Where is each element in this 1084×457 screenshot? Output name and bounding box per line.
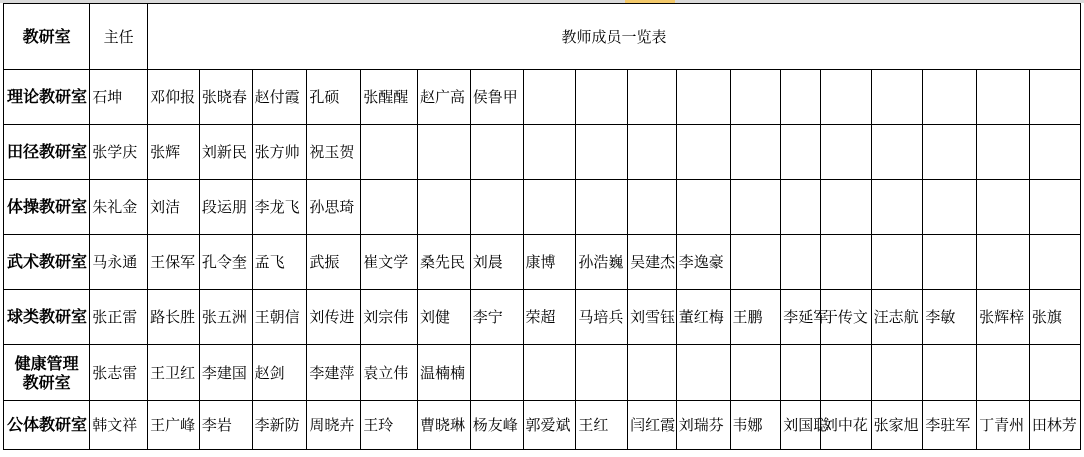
member-cell[interactable]: [361, 125, 418, 180]
member-cell[interactable]: [730, 235, 781, 290]
table-row: [4, 401, 1081, 450]
member-cell[interactable]: 于传文: [820, 290, 871, 345]
member-cell[interactable]: [923, 180, 977, 235]
member-cell[interactable]: 路长胜: [148, 290, 200, 345]
head-cell[interactable]: 朱礼金: [90, 180, 148, 235]
member-cell[interactable]: 刘宗伟: [361, 290, 418, 345]
table-row: [4, 125, 1081, 180]
member-cell[interactable]: 张家旭: [871, 401, 923, 450]
table-row: [4, 180, 1081, 235]
member-cell[interactable]: [730, 70, 781, 125]
member-cell[interactable]: [871, 125, 923, 180]
member-cell[interactable]: [1029, 345, 1080, 401]
member-cell[interactable]: 李岩: [199, 401, 252, 450]
member-cell[interactable]: [676, 180, 730, 235]
member-cell[interactable]: [871, 180, 923, 235]
member-cell[interactable]: [820, 235, 871, 290]
member-cell[interactable]: [820, 125, 871, 180]
member-cell[interactable]: 刘瑞芬: [676, 401, 730, 450]
member-cell[interactable]: [576, 70, 628, 125]
member-cell[interactable]: [523, 180, 576, 235]
member-cell[interactable]: 祝玉贺: [307, 125, 361, 180]
member-cell[interactable]: [470, 125, 523, 180]
head-cell[interactable]: 张志雷: [90, 345, 148, 401]
member-cell[interactable]: [628, 70, 677, 125]
member-cell[interactable]: 王保军: [148, 235, 200, 290]
member-cell[interactable]: 郭爱斌: [523, 401, 576, 450]
member-cell[interactable]: 王广峰: [148, 401, 200, 450]
member-cell[interactable]: [730, 345, 781, 401]
member-cell[interactable]: [1029, 180, 1080, 235]
member-cell[interactable]: [1029, 125, 1080, 180]
member-cell[interactable]: [820, 70, 871, 125]
member-cell[interactable]: 孔硕: [307, 70, 361, 125]
member-cell[interactable]: 邓仰报: [148, 70, 200, 125]
member-cell[interactable]: 孔令奎: [199, 235, 252, 290]
header-row: [4, 4, 1081, 70]
member-cell[interactable]: 刘中花: [820, 401, 871, 450]
member-cell[interactable]: 孟飞: [252, 235, 307, 290]
member-cell[interactable]: [470, 345, 523, 401]
member-cell[interactable]: 周晓卉: [307, 401, 361, 450]
table-row: [4, 235, 1081, 290]
member-cell[interactable]: 桑先民: [418, 235, 471, 290]
member-cell[interactable]: 赵广高: [418, 70, 471, 125]
member-cell[interactable]: 张五洲: [199, 290, 252, 345]
member-cell[interactable]: 董红梅: [676, 290, 730, 345]
member-cell[interactable]: 李龙飞: [252, 180, 307, 235]
member-cell[interactable]: [820, 345, 871, 401]
head-cell[interactable]: 石坤: [90, 70, 148, 125]
member-cell[interactable]: [781, 70, 821, 125]
member-cell[interactable]: [781, 180, 821, 235]
member-cell[interactable]: 李延军: [781, 290, 821, 345]
member-cell[interactable]: 刘传进: [307, 290, 361, 345]
member-cell[interactable]: [871, 345, 923, 401]
dept-cell[interactable]: 体操教研室: [4, 180, 90, 235]
dept-cell[interactable]: 健康管理教研室: [4, 345, 90, 401]
member-cell[interactable]: 孙浩巍: [576, 235, 628, 290]
member-cell[interactable]: [923, 125, 977, 180]
member-cell[interactable]: 李宁: [470, 290, 523, 345]
member-cell[interactable]: [730, 180, 781, 235]
member-cell[interactable]: 曹晓琳: [418, 401, 471, 450]
member-cell[interactable]: 刘健: [418, 290, 471, 345]
member-cell[interactable]: [628, 345, 677, 401]
header-head-cell[interactable]: 主任: [90, 4, 148, 70]
member-cell[interactable]: [977, 345, 1030, 401]
dept-cell[interactable]: 理论教研室: [4, 70, 90, 125]
member-cell[interactable]: 刘洁: [148, 180, 200, 235]
member-cell[interactable]: [781, 125, 821, 180]
member-cell[interactable]: [871, 235, 923, 290]
member-cell[interactable]: 袁立伟: [361, 345, 418, 401]
member-cell[interactable]: 杨友峰: [470, 401, 523, 450]
member-cell[interactable]: 侯鲁甲: [470, 70, 523, 125]
member-cell[interactable]: [977, 180, 1030, 235]
member-cell[interactable]: [676, 70, 730, 125]
member-cell[interactable]: 温楠楠: [418, 345, 471, 401]
member-cell[interactable]: 韦娜: [730, 401, 781, 450]
member-cell[interactable]: 崔文学: [361, 235, 418, 290]
table-row: [4, 345, 1081, 401]
member-cell[interactable]: [470, 180, 523, 235]
member-cell[interactable]: 康博: [523, 235, 576, 290]
member-cell[interactable]: 李敏: [923, 290, 977, 345]
member-cell[interactable]: [1029, 70, 1080, 125]
member-cell[interactable]: [923, 70, 977, 125]
member-cell[interactable]: [1029, 235, 1080, 290]
member-cell[interactable]: [523, 345, 576, 401]
member-cell[interactable]: 武振: [307, 235, 361, 290]
table-row: [4, 70, 1081, 125]
member-cell[interactable]: [628, 125, 677, 180]
head-cell[interactable]: 马永通: [90, 235, 148, 290]
member-cell[interactable]: 张醒醒: [361, 70, 418, 125]
member-cell[interactable]: 孙思琦: [307, 180, 361, 235]
member-cell[interactable]: 赵付霞: [252, 70, 307, 125]
member-cell[interactable]: 王朝信: [252, 290, 307, 345]
member-cell[interactable]: 王鹏: [730, 290, 781, 345]
member-cell[interactable]: 张辉: [148, 125, 200, 180]
head-cell[interactable]: 张学庆: [90, 125, 148, 180]
member-cell[interactable]: 吴建杰: [628, 235, 677, 290]
member-cell[interactable]: 段运朋: [199, 180, 252, 235]
member-cell[interactable]: [820, 180, 871, 235]
member-cell[interactable]: 闫红霞: [628, 401, 677, 450]
dept-cell[interactable]: 球类教研室: [4, 290, 90, 345]
member-cell[interactable]: 田林芳: [1029, 401, 1080, 450]
member-cell[interactable]: 张辉梓: [977, 290, 1030, 345]
member-cell[interactable]: 李新防: [252, 401, 307, 450]
member-cell[interactable]: [977, 70, 1030, 125]
member-cell[interactable]: [418, 125, 471, 180]
member-cell[interactable]: 刘晨: [470, 235, 523, 290]
member-cell[interactable]: 张晓春: [199, 70, 252, 125]
member-cell[interactable]: 李建国: [199, 345, 252, 401]
member-cell[interactable]: 王卫红: [148, 345, 200, 401]
dept-cell[interactable]: 公体教研室: [4, 401, 90, 450]
head-cell[interactable]: 韩文祥: [90, 401, 148, 450]
member-cell[interactable]: 马培兵: [576, 290, 628, 345]
member-cell[interactable]: 张旗: [1029, 290, 1080, 345]
header-dept-cell[interactable]: 教研室: [4, 4, 90, 70]
member-cell[interactable]: [523, 125, 576, 180]
header-members-cell[interactable]: 教师成员一览表: [148, 4, 1081, 70]
member-cell[interactable]: 李驻军: [923, 401, 977, 450]
member-cell[interactable]: [576, 180, 628, 235]
member-cell[interactable]: [523, 70, 576, 125]
member-cell[interactable]: 王红: [576, 401, 628, 450]
member-cell[interactable]: 张方帅: [252, 125, 307, 180]
member-cell[interactable]: [923, 235, 977, 290]
member-cell[interactable]: 王玲: [361, 401, 418, 450]
member-cell[interactable]: 李建萍: [307, 345, 361, 401]
member-cell[interactable]: 刘国聪: [781, 401, 821, 450]
member-cell[interactable]: [977, 235, 1030, 290]
member-cell[interactable]: 刘雪钰: [628, 290, 677, 345]
table-row: [4, 290, 1081, 345]
dept-cell[interactable]: 武术教研室: [4, 235, 90, 290]
member-cell[interactable]: [576, 345, 628, 401]
member-cell[interactable]: [781, 235, 821, 290]
member-cell[interactable]: [418, 180, 471, 235]
member-cell[interactable]: [923, 345, 977, 401]
member-cell[interactable]: 汪志航: [871, 290, 923, 345]
dept-cell[interactable]: 田径教研室: [4, 125, 90, 180]
member-cell[interactable]: [676, 345, 730, 401]
member-cell[interactable]: 荣超: [523, 290, 576, 345]
teacher-roster-table: [3, 3, 1081, 450]
member-cell[interactable]: 丁青州: [977, 401, 1030, 450]
member-cell[interactable]: [781, 345, 821, 401]
member-cell[interactable]: 李逸豪: [676, 235, 730, 290]
head-cell[interactable]: 张正雷: [90, 290, 148, 345]
member-cell[interactable]: 赵剑: [252, 345, 307, 401]
member-cell[interactable]: [628, 180, 677, 235]
member-cell[interactable]: [977, 125, 1030, 180]
member-cell[interactable]: [730, 125, 781, 180]
member-cell[interactable]: [871, 70, 923, 125]
member-cell[interactable]: [361, 180, 418, 235]
member-cell[interactable]: [576, 125, 628, 180]
member-cell[interactable]: 刘新民: [199, 125, 252, 180]
member-cell[interactable]: [676, 125, 730, 180]
